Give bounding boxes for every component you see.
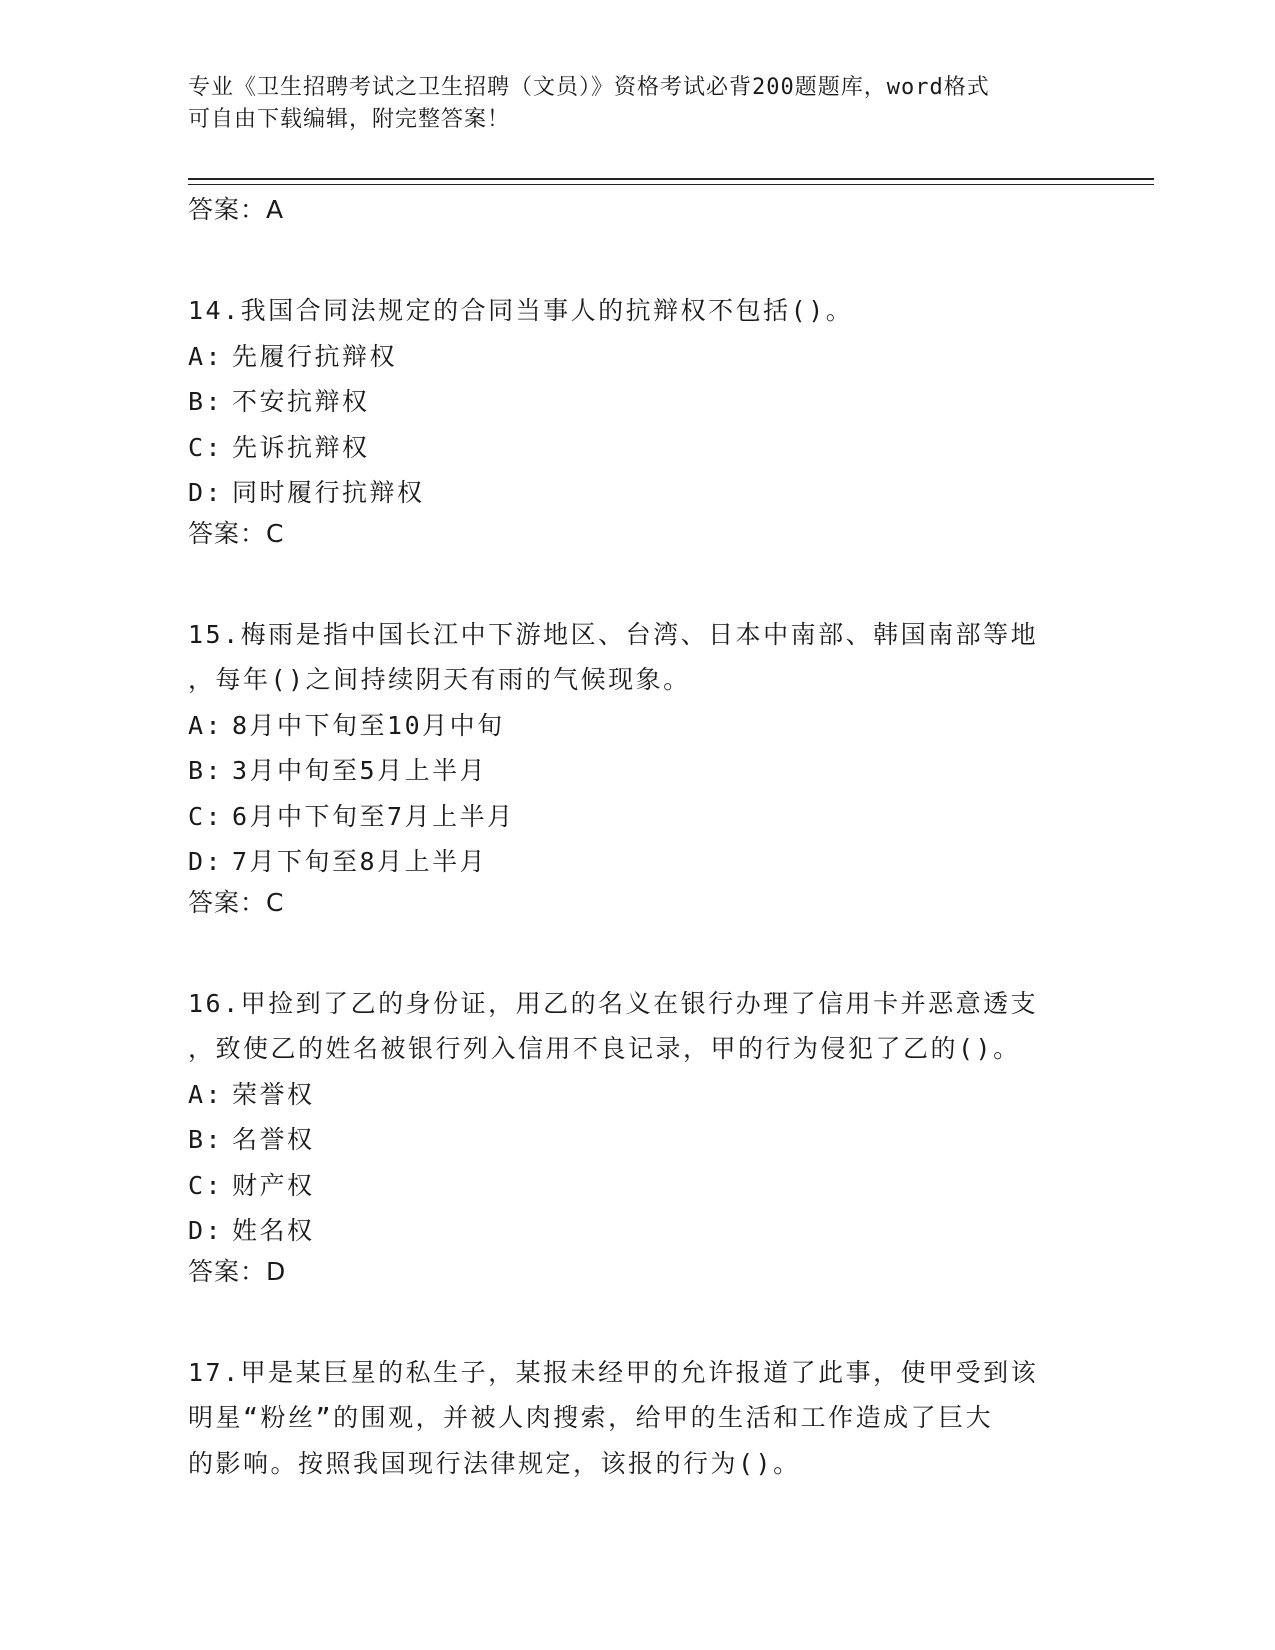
document-header bbox=[188, 72, 1088, 136]
option-letter: B: bbox=[188, 756, 224, 785]
option-letter: B: bbox=[188, 387, 224, 416]
option-letter: A: bbox=[188, 1079, 224, 1109]
option-letter: D: bbox=[188, 847, 224, 876]
question-15-option-c bbox=[188, 794, 1088, 840]
question-14 bbox=[188, 288, 1088, 552]
option-letter: C: bbox=[188, 1170, 224, 1200]
question-17-stem-line-1: 17.甲是某巨星的私生子，某报未经甲的允许报道了此事，使甲受到该 bbox=[188, 1357, 1039, 1387]
option-text: 不安抗辩权 bbox=[232, 387, 370, 416]
option-text: 8月中下旬至10月中旬 bbox=[232, 710, 505, 740]
option-letter: C: bbox=[188, 801, 224, 831]
question-16-option-c bbox=[188, 1163, 1088, 1209]
option-text: 先履行抗辩权 bbox=[232, 341, 398, 371]
question-15 bbox=[188, 612, 1088, 921]
header-rule-thin bbox=[188, 184, 1154, 185]
question-17-stem-line-3: 的影响。按照我国现行法律规定，该报的行为()。 bbox=[188, 1448, 801, 1478]
question-15-stem-line-1: 15.梅雨是指中国长江中下游地区、台湾、日本中南部、韩国南部等地 bbox=[188, 619, 1039, 649]
question-17 bbox=[188, 1350, 1088, 1487]
option-text: 同时履行抗辩权 bbox=[232, 478, 425, 507]
question-15-stem-line-2: ，每年()之间持续阴天有雨的气候现象。 bbox=[188, 665, 691, 694]
question-14-stem: 14.我国合同法规定的合同当事人的抗辩权不包括()。 bbox=[188, 296, 854, 325]
option-text: 7月下旬至8月上半月 bbox=[232, 847, 488, 876]
option-letter: D: bbox=[188, 1216, 224, 1245]
option-letter: C: bbox=[188, 432, 224, 462]
header-rule-thick bbox=[188, 178, 1154, 180]
answer-14: 答案：C bbox=[188, 518, 285, 548]
question-16-stem-line-2: ，致使乙的姓名被银行列入信用不良记录，甲的行为侵犯了乙的()。 bbox=[188, 1034, 1021, 1063]
question-15-option-d bbox=[188, 839, 1088, 885]
question-16 bbox=[188, 981, 1088, 1290]
header-line-2: 可自由下载编辑，附完整答案！ bbox=[188, 107, 511, 132]
option-text: 名誉权 bbox=[232, 1125, 315, 1154]
answer-16: 答案：D bbox=[188, 1256, 287, 1286]
answer-13: 答案：A bbox=[188, 195, 285, 224]
question-16-option-d bbox=[188, 1208, 1088, 1254]
question-14-option-c bbox=[188, 425, 1088, 471]
option-letter: B: bbox=[188, 1125, 224, 1154]
question-14-option-b bbox=[188, 379, 1088, 425]
document-body bbox=[188, 192, 1088, 1486]
option-text: 财产权 bbox=[232, 1170, 315, 1200]
option-text: 姓名权 bbox=[232, 1216, 315, 1245]
question-16-option-a bbox=[188, 1072, 1088, 1118]
question-17-stem-line-2: 明星“粉丝”的围观，并被人肉搜索，给甲的生活和工作造成了巨大 bbox=[188, 1403, 994, 1432]
option-letter: D: bbox=[188, 478, 224, 507]
question-16-option-b bbox=[188, 1117, 1088, 1163]
option-text: 荣誉权 bbox=[232, 1079, 315, 1109]
option-letter: A: bbox=[188, 710, 224, 740]
answer-15: 答案：C bbox=[188, 887, 285, 917]
option-text: 6月中下旬至7月上半月 bbox=[232, 801, 515, 831]
header-line-1: 专业《卫生招聘考试之卫生招聘（文员）》资格考试必背200题题库，word格式 bbox=[188, 75, 990, 100]
option-text: 3月中旬至5月上半月 bbox=[232, 756, 488, 785]
question-14-option-d bbox=[188, 470, 1088, 516]
question-14-option-a bbox=[188, 334, 1088, 380]
question-15-option-b bbox=[188, 748, 1088, 794]
question-16-stem-line-1: 16.甲捡到了乙的身份证，用乙的名义在银行办理了信用卡并恶意透支 bbox=[188, 988, 1039, 1018]
option-text: 先诉抗辩权 bbox=[232, 432, 370, 462]
question-15-option-a bbox=[188, 703, 1088, 749]
option-letter: A: bbox=[188, 341, 224, 371]
